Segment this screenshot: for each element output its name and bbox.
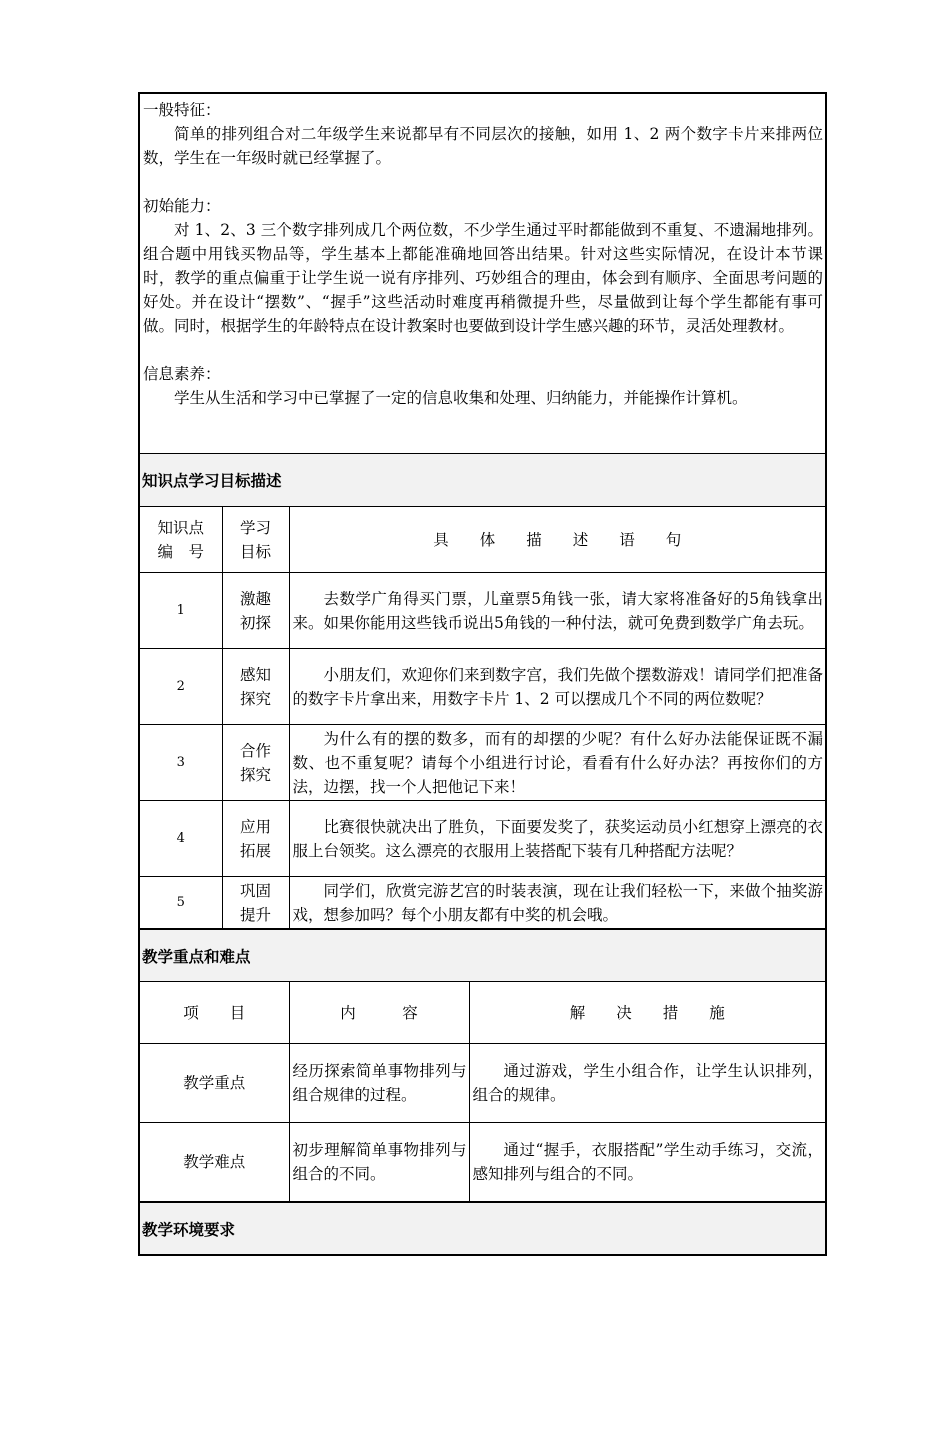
item-header: 项 目: [140, 982, 289, 1044]
row-content: 经历探索简单事物排列与组合规律的过程。: [289, 1044, 469, 1123]
row-description: 比赛很快就决出了胜负，下面要发奖了，获奖运动员小红想穿上漂亮的衣服上台领奖。这么漂亮的衣服用上装搭配下装有几种搭配方法呢？: [289, 801, 825, 877]
table-row: [140, 1044, 825, 1123]
table-row: [140, 725, 825, 801]
row-goal: 巩固 提升: [222, 877, 289, 929]
lesson-plan-document: [138, 92, 827, 1256]
row-number: 3: [140, 725, 222, 801]
general-text: 简单的排列组合对二年级学生来说都早有不同层次的接触，如用 1、2 两个数字卡片来排两位数，学生在一年级时就已经掌握了。: [143, 125, 823, 167]
objectives-header-row: [140, 507, 825, 573]
info-heading: 信息素养：: [143, 365, 221, 383]
row-description: 小朋友们，欢迎你们来到数字宫，我们先做个摆数游戏！请同学们把准备的数字卡片拿出来，用数字卡片 1、2 可以摆成几个不同的两位数呢？: [289, 649, 825, 725]
objectives-section-title: 知识点学习目标描述: [140, 453, 825, 506]
ability-heading: 初始能力：: [143, 197, 221, 215]
objectives-table: [140, 506, 825, 929]
info-text: 学生从生活和学习中已掌握了一定的信息收集和处理、归纳能力，并能操作计算机。: [174, 389, 748, 407]
row-number: 5: [140, 877, 222, 929]
table-row: [140, 877, 825, 929]
environment-section-title: 教学环境要求: [140, 1202, 825, 1254]
row-number: 4: [140, 801, 222, 877]
row-goal: 感知 探究: [222, 649, 289, 725]
row-solution: 通过“握手，衣服搭配”学生动手练习，交流，感知排列与组合的不同。: [469, 1123, 825, 1202]
table-row: [140, 1123, 825, 1202]
row-description: 为什么有的摆的数多，而有的却摆的少呢？有什么好办法能保证既不漏数、也不重复呢？请每个小组进行讨论，看看有什么好办法？再按你们的方法，边摆，找一个人把他记下来！: [289, 725, 825, 801]
solution-header: 解 决 措 施: [469, 982, 825, 1044]
row-solution: 通过游戏，学生小组合作，让学生认识排列，组合的规律。: [469, 1044, 825, 1123]
row-content: 初步理解简单事物排列与组合的不同。: [289, 1123, 469, 1202]
row-description: 同学们，欣赏完游艺宫的时装表演，现在让我们轻松一下，来做个抽奖游戏，想参加吗？每个小朋友都有中奖的机会哦。: [289, 877, 825, 929]
row-description: 去数学广角得买门票，儿童票5角钱一张，请大家将准备好的5角钱拿出来。如果你能用这些钱币说出5角钱的一种付法，就可免费到数学广角去玩。: [289, 573, 825, 649]
goal-header: 学习 目标: [222, 507, 289, 573]
table-row: [140, 801, 825, 877]
keypoints-section-title: 教学重点和难点: [140, 929, 825, 981]
row-goal: 合作 探究: [222, 725, 289, 801]
row-item: 教学重点: [140, 1044, 289, 1123]
table-row: [140, 649, 825, 725]
keypoints-header-row: [140, 982, 825, 1044]
table-row: [140, 573, 825, 649]
row-goal: 激趣 初探: [222, 573, 289, 649]
row-number: 2: [140, 649, 222, 725]
number-header: 知识点 编 号: [140, 507, 222, 573]
ability-text: 对 1、2、3 三个数字排列成几个两位数，不少学生通过平时都能做到不重复、不遗漏地排列。组合题中用钱买物品等，学生基本上都能准确地回答出结果。针对这些实际情况，在设计本节课时，教学的重点偏重于让学生说一说有序排列、巧妙组合的理由，体会到有顺序、全面思考问题的好处。并在设计“摆数”、“握手”这些活动时难度再稍微提升些，尽量做到让每个学生都能有事可做。同时，根据学生的年龄特点在设计教案时也要做到设计学生感兴趣的环节，灵活处理教材。: [143, 221, 823, 335]
learner-analysis: [140, 94, 825, 453]
description-header: 具 体 描 述 语 句: [289, 507, 825, 573]
row-goal: 应用 拓展: [222, 801, 289, 877]
general-heading: 一般特征：: [143, 101, 221, 119]
content-header: 内 容: [289, 982, 469, 1044]
row-number: 1: [140, 573, 222, 649]
row-item: 教学难点: [140, 1123, 289, 1202]
keypoints-table: [140, 981, 825, 1202]
